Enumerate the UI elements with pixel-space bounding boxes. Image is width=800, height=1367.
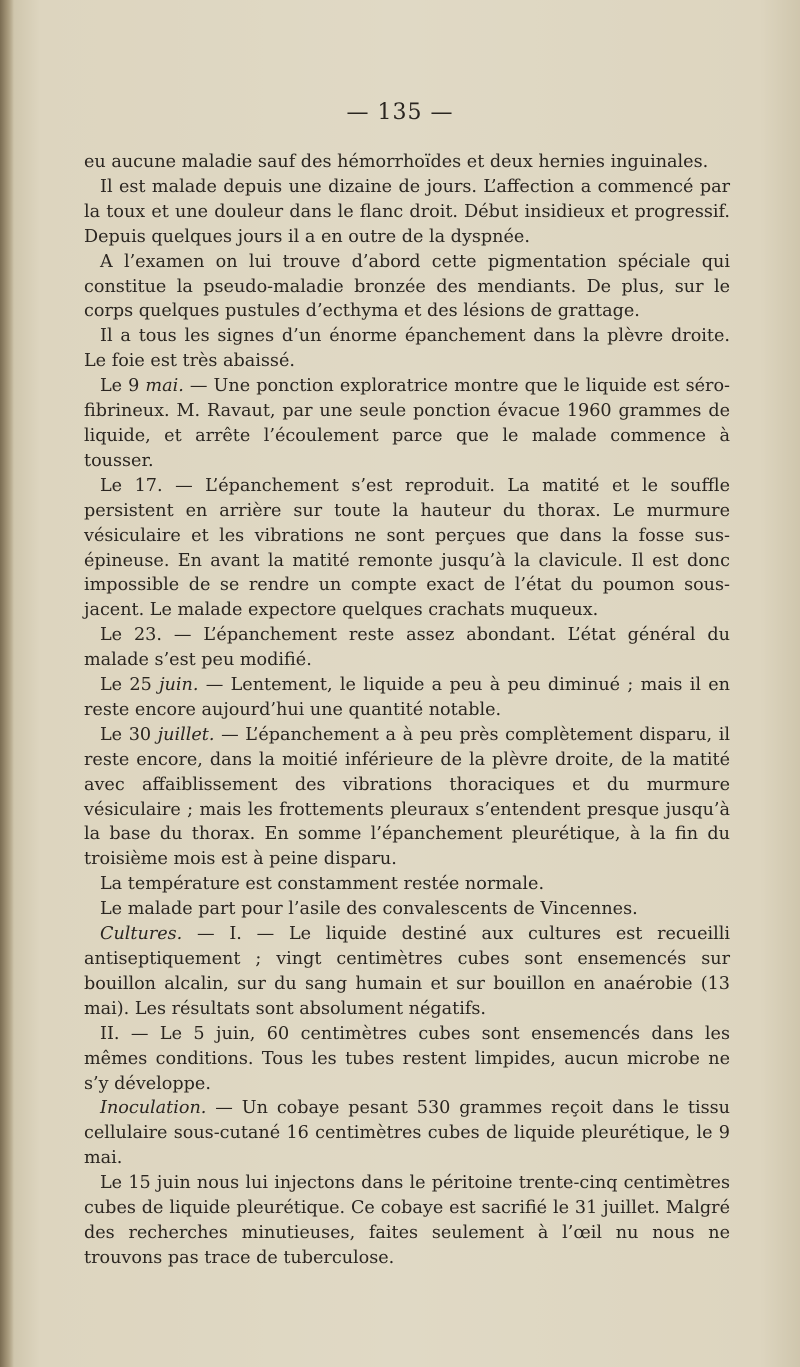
text-run: — L’épanchement a à peu près complètement disparu, il reste encore, dans la moitié inférieure de la plèvre droite, de la matité avec affaiblissement des vibrations thoraciques et du murmure vésiculaire ; mais les frottements pleuraux s’entendent presque jusqu’à la base du thorax. En somme l’épanchement pleurétique, à la fin du troisième mois est à peine disparu. <box>84 724 730 870</box>
text-run: Le 30 <box>100 724 158 745</box>
text-run: II. — Le 5 juin, 60 centimètres cubes sont ensemencés dans les mêmes conditions. Tous les tubes restent limpides, aucun microbe ne s’y développe. <box>84 1023 730 1094</box>
page-binding-edge <box>0 0 14 1367</box>
text-run: Il a tous les signes d’un énorme épanchement dans la plèvre droite. Le foie est très abaissé. <box>84 326 730 372</box>
page-number: — 135 — <box>346 100 454 125</box>
text-run: Le malade part pour l’asile des convalescents de Vincennes. <box>100 899 638 920</box>
italic-text: Inoculation. <box>100 1098 207 1119</box>
text-run: Il est malade depuis une dizaine de jours. L’affection a commencé par la toux et une douleur dans le flanc droit. Début insidieux et progressif. Depuis quelques jours il a en outre de la dyspnée. <box>84 176 730 247</box>
text-run: Le 17. — L’épanchement s’est reproduit. La matité et le souffle persistent en arrière sur toute la hauteur du thorax. Le murmure vésiculaire et les vibrations ne sont perçues que dans la fosse sus-épineuse. En avant la matité remonte jusqu’à la clavicule. Il est donc impossible de se rendre un compte exact de l’état du poumon sous-jacent. Le malade expectore quelques crachats muqueux. <box>84 475 730 621</box>
paragraph-p1 <box>84 150 730 175</box>
text-run: — Un cobaye pesant 530 grammes reçoit dans le tissu cellulaire sous-cutané 16 centimètres cubes de liquide pleurétique, le 9 mai. <box>84 1098 730 1169</box>
text-run: — Une ponction exploratrice montre que le liquide est séro-fibrineux. M. Ravaut, par une seule ponction évacue 1960 grammes de liquide, et arrête l’écoulement parce que le malade commence à tousser. <box>84 376 730 471</box>
paragraph-p6 <box>84 474 730 623</box>
paragraph-p12 <box>84 922 730 1022</box>
paragraph-p5 <box>84 374 730 474</box>
paragraph-p14 <box>84 1096 730 1171</box>
paragraph-p11 <box>84 897 730 922</box>
italic-text: juillet. <box>157 724 215 745</box>
paragraph-p7 <box>84 623 730 673</box>
text-run: Le 23. — L’épanchement reste assez abondant. L’état général du malade s’est peu modifié. <box>84 625 730 671</box>
text-run: A l’examen on lui trouve d’abord cette pigmentation spéciale qui constitue la pseudo-maladie bronzée des mendiants. De plus, sur le corps quelques pustules d’ecthyma et des lésions de grattage. <box>84 251 730 322</box>
paragraph-p2 <box>84 175 730 250</box>
paragraph-p3 <box>84 250 730 325</box>
italic-text: mai. <box>145 376 184 397</box>
text-run: La température est constamment restée normale. <box>100 874 545 895</box>
italic-text: juin. <box>159 675 199 696</box>
text-run: Le 15 juin nous lui injectons dans le péritoine trente-cinq centimètres cubes de liquide pleurétique. Ce cobaye est sacrifié le 31 juillet. Malgré des recherches minutieuses, faites seulement à l’œil nu nous ne trouvons pas trace de tuberculose. <box>84 1173 730 1268</box>
paragraph-p8 <box>84 673 730 723</box>
paragraph-p10 <box>84 872 730 897</box>
paragraph-p13 <box>84 1022 730 1097</box>
paragraph-p9 <box>84 723 730 872</box>
paragraph-p4 <box>84 324 730 374</box>
text-run: — Lentement, le liquide a peu à peu diminué ; mais il en reste encore aujourd’hui une quantité notable. <box>84 675 731 720</box>
text-run: eu aucune maladie sauf des hémorrhoïdes et deux hernies inguinales. <box>84 152 709 172</box>
paragraph-p15 <box>84 1171 730 1271</box>
text-run: Le 25 <box>100 675 160 696</box>
body-text <box>84 150 730 1271</box>
text-run: Le 9 <box>100 376 146 397</box>
italic-text: Cultures. <box>100 924 183 945</box>
text-run: — I. — Le liquide destiné aux cultures est recueilli antiseptiquement ; vingt centimètres cubes sont ensemencés sur bouillon alcalin, sur du sang humain et sur bouillon en anaérobie (13 mai). Les résultats sont absolument négatifs. <box>84 924 730 1019</box>
